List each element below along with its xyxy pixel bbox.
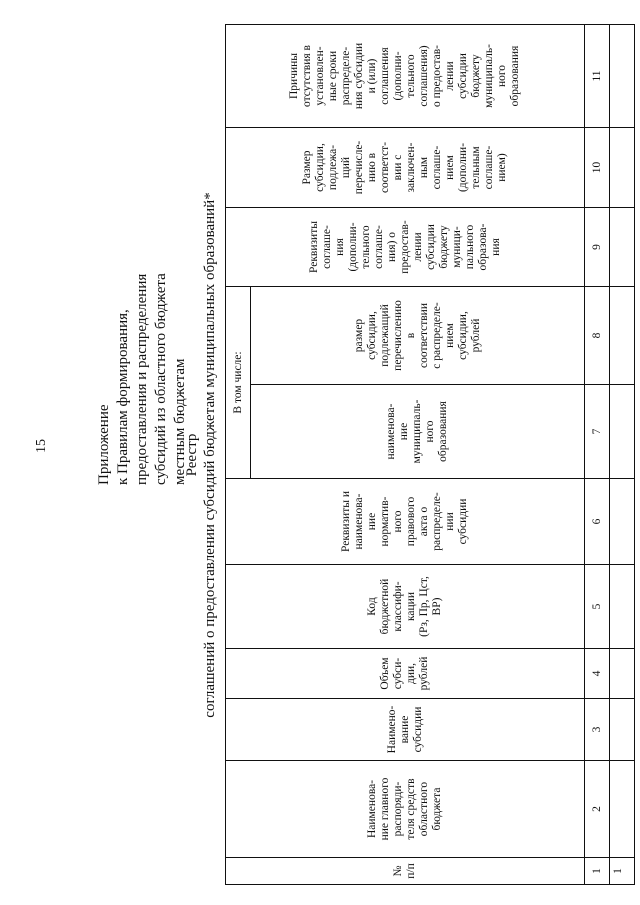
registry-table <box>225 24 635 885</box>
table-cell: 1 <box>610 858 635 885</box>
header-cell: наименова- ние муниципаль- ного образования <box>251 385 585 479</box>
column-number: 6 <box>585 479 610 565</box>
table-cell <box>610 699 635 761</box>
table-cell <box>610 128 635 208</box>
table-cell <box>610 385 635 479</box>
appendix-line: предоставления и распределения <box>134 273 150 485</box>
header-cell: № п/п <box>226 858 585 885</box>
table-cell <box>610 565 635 649</box>
column-number: 1 <box>585 858 610 885</box>
column-number: 10 <box>585 128 610 208</box>
page-number: 15 <box>34 439 49 453</box>
document-title <box>183 25 219 885</box>
appendix-note <box>95 25 190 485</box>
column-number: 4 <box>585 649 610 699</box>
header-cell: Наимено- вание субсидии <box>226 699 585 761</box>
header-cell-in-that-number: В том числе: <box>226 287 251 479</box>
header-cell: Код бюджетной классифи- кации (Рз, Пр, Цст, ВР) <box>226 565 585 649</box>
title-line-1: Реестр <box>184 433 200 477</box>
column-number: 5 <box>585 565 610 649</box>
column-number: 8 <box>585 287 610 385</box>
header-cell: Причины отсутствия в установлен- ные сроки распределе- ния субсидии и (или) соглашения (дополни- тельного соглашения) о предостав- лении субсидии бюджету муниципаль- ного образования <box>226 25 585 128</box>
title-line-2: соглашений о предоставлении субсидий бюджетам муниципальных образований* <box>202 192 218 718</box>
appendix-line: Приложение <box>96 404 112 485</box>
table-row <box>610 25 635 885</box>
column-number: 9 <box>585 208 610 287</box>
appendix-line: к Правилам формирования, <box>115 309 131 485</box>
table-cell <box>610 25 635 128</box>
table-cell <box>610 287 635 385</box>
header-cell: Реквизиты соглаше- ния (дополни- тельного соглаше- ния) о предостав- лении субсидии бюджету муници- пального образова- ния <box>226 208 585 287</box>
appendix-line: субсидий из областного бюджета <box>153 273 169 485</box>
column-number: 7 <box>585 385 610 479</box>
column-number: 3 <box>585 699 610 761</box>
appendix-line: местным бюджетам <box>172 358 188 485</box>
header-cell: Объем субси- дии, рублей <box>226 649 585 699</box>
table-cell <box>610 479 635 565</box>
header-row <box>226 25 251 885</box>
column-number: 11 <box>585 25 610 128</box>
header-cell: размер субсидии, подлежащий перечислению в соответствии с распределе- нием субсидии, рублей <box>251 287 585 385</box>
table-cell <box>610 208 635 287</box>
header-cell: Реквизиты и наименова- ние норматив- ного правового акта о распределе- нии субсидии <box>226 479 585 565</box>
header-cell: Размер субсидии, подлежа- щий перечисле- нию в соответст- вии с заключен- ным соглаше- нием (дополни- тельным соглаше- нием) <box>226 128 585 208</box>
column-number-row <box>585 25 610 885</box>
table-cell <box>610 649 635 699</box>
rotated-page-content <box>95 25 635 885</box>
header-cell: Наименова- ние главного распоряди- теля средств областного бюджета <box>226 761 585 858</box>
column-number: 2 <box>585 761 610 858</box>
table-cell <box>610 761 635 858</box>
